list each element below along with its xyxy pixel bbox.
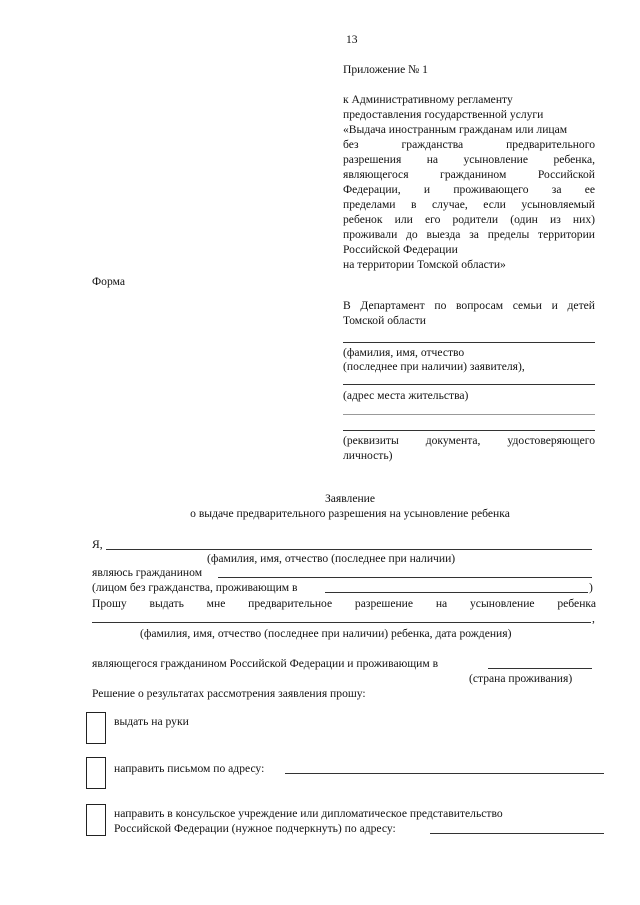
address-caption: (адрес места жительства) [343, 389, 469, 402]
appendix-line: на территории Томской области» [343, 258, 506, 271]
appendix-title: Приложение № 1 [343, 63, 428, 76]
document-field[interactable] [343, 430, 595, 431]
applicant-fio-field[interactable] [106, 549, 592, 550]
page-number: 13 [346, 33, 358, 46]
document-caption-line: личность) [343, 449, 393, 462]
statement-subtitle: о выдаче предварительного разрешения на усыновление ребенка [190, 507, 510, 520]
address-field[interactable] [343, 384, 595, 385]
appendix-line: Российской Федерации [343, 243, 458, 256]
appendix-line: Федерации, и проживающего за ее [343, 183, 595, 196]
citizen-rf-text: являющегося гражданином Российской Федерации и проживающим в [92, 657, 439, 670]
form-label: Форма [92, 275, 125, 288]
stateless-suffix: ) [589, 581, 593, 594]
option-handover-label: выдать на руки [114, 715, 189, 728]
appendix-reference [343, 92, 595, 272]
appendix-line: без гражданства предварительного [343, 138, 595, 151]
document-caption [343, 433, 595, 463]
appendix-line: ребенок или его родители (один из них) [343, 213, 595, 226]
country-field[interactable] [488, 668, 592, 669]
appendix-line: «Выдача иностранным гражданам или лицам [343, 123, 568, 136]
fio-caption: (последнее при наличии) заявителя), [343, 360, 525, 373]
option-handover-checkbox[interactable] [86, 712, 106, 744]
country-caption: (страна проживания) [469, 672, 573, 685]
addressee-block [343, 298, 595, 328]
i-prefix: Я, [92, 538, 103, 551]
request-line: Прошу выдать мне предварительное разрешение на усыновление ребенка [92, 597, 596, 610]
addressee-line: В Департамент по вопросам семьи и детей [343, 299, 595, 312]
child-info-field[interactable] [92, 622, 591, 623]
citizenship-field[interactable] [218, 577, 592, 578]
consulate-address-field[interactable] [430, 833, 604, 834]
child-caption: (фамилия, имя, отчество (последнее при наличии) ребенка, дата рождения) [140, 627, 512, 640]
addressee-line: Томской области [343, 314, 426, 327]
applicant-fio-caption: (фамилия, имя, отчество (последнее при наличии) [207, 552, 456, 565]
appendix-line: являющегося гражданином Российской [343, 168, 595, 181]
address-field-extra[interactable] [343, 414, 595, 415]
appendix-line: предоставления государственной услуги [343, 108, 544, 121]
mail-address-field[interactable] [285, 773, 604, 774]
option-consulate-label-1: направить в консульское учреждение или дипломатическое представительство [114, 807, 503, 820]
statement-title: Заявление [324, 492, 376, 505]
option-mail-label: направить письмом по адресу: [114, 762, 265, 775]
fio-caption: (фамилия, имя, отчество [343, 346, 465, 359]
decision-prompt: Решение о результатах рассмотрения заявления прошу: [92, 687, 366, 700]
appendix-line: проживали до выезда за пределы территории [343, 228, 595, 241]
stateless-residence-field[interactable] [325, 592, 588, 593]
child-comma: , [592, 612, 595, 625]
document-caption-line: (реквизиты документа, удостоверяющего [343, 434, 595, 447]
appendix-line: к Административному регламенту [343, 93, 513, 106]
appendix-line: разрешения на усыновление ребенка, [343, 153, 595, 166]
applicant-name-field[interactable] [343, 342, 595, 343]
appendix-line: пределами в случае, если усыновляемый [343, 198, 595, 211]
option-consulate-checkbox[interactable] [86, 804, 106, 836]
citizen-prefix: являюсь гражданином [92, 566, 203, 579]
option-consulate-label-2: Российской Федерации (нужное подчеркнуть) по адресу: [114, 822, 396, 835]
stateless-prefix: (лицом без гражданства, проживающим в [92, 581, 298, 594]
option-mail-checkbox[interactable] [86, 757, 106, 789]
